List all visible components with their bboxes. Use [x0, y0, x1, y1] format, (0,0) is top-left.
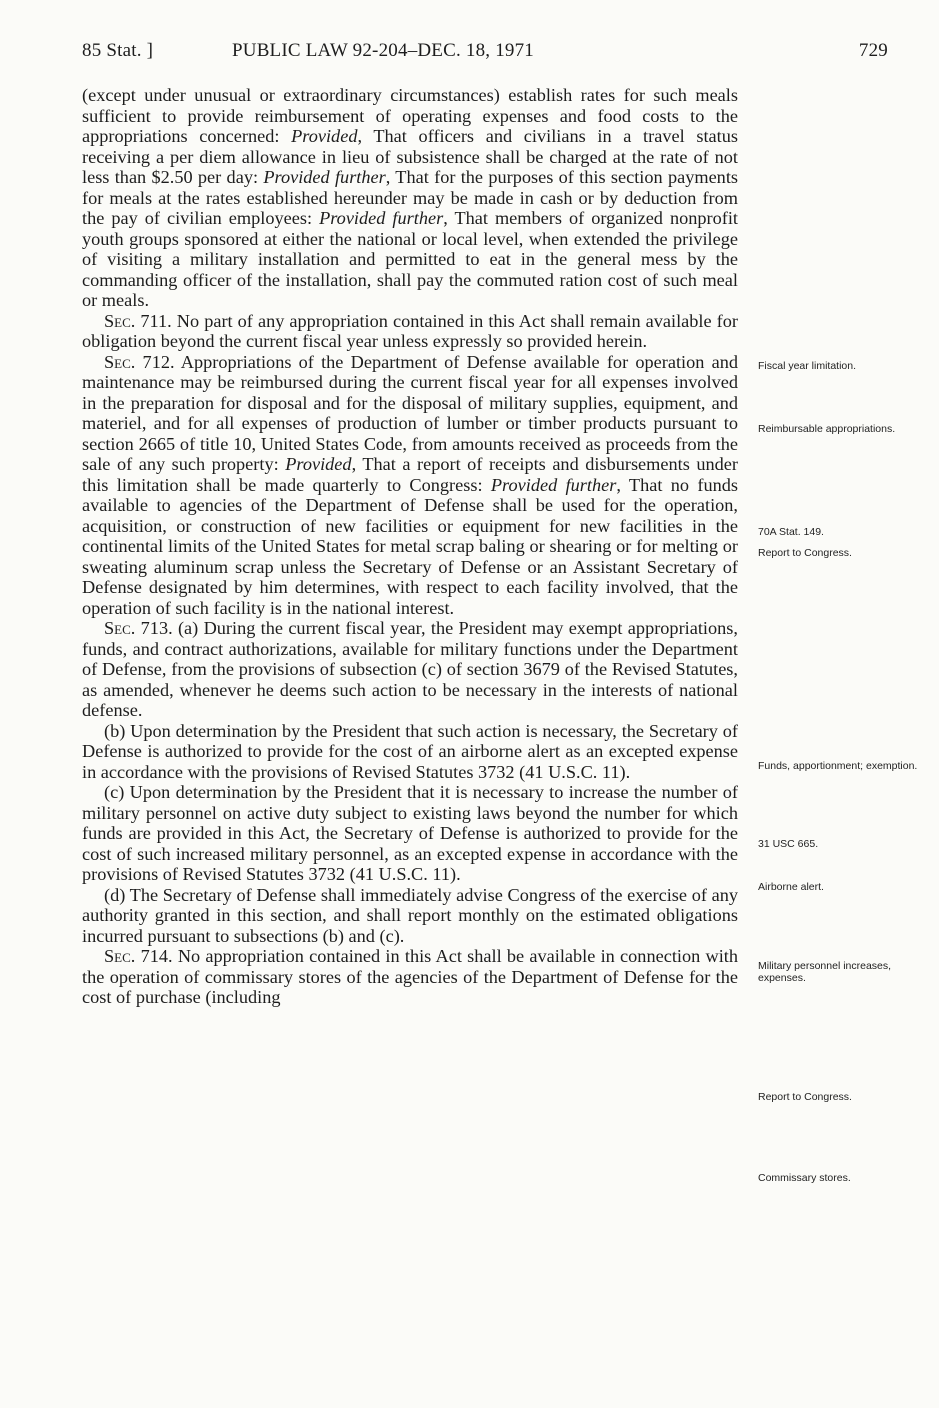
- text-run: , That a report of receipts and disbursements under this limitation shall be made quarterly to Congress:: [82, 454, 738, 495]
- section-label: Sec. 711.: [104, 310, 172, 331]
- margin-note: 70A Stat. 149.: [758, 526, 824, 538]
- section-label: Sec. 713.: [104, 618, 173, 638]
- page-number: 729: [858, 40, 888, 61]
- page-header: [82, 40, 888, 68]
- section-label: Sec. 714.: [104, 946, 173, 966]
- paragraph: [82, 618, 738, 721]
- italic-proviso: Provided: [291, 126, 358, 146]
- text-run: Appropriations of the Department of Defense available for operation and maintenance may be reimbursed during the current fiscal year for all expenses involved in the preparation for disposal and for the disposal of military supplies, equipment, and materiel, and for all expenses of production of lumber or timber products pursuant to section 2665 of title 10, United States Code, from amounts received as proceeds from the sale of any such property:: [82, 351, 738, 474]
- italic-proviso: Provided: [285, 454, 352, 474]
- text-run: , That officers and civilians in a travel status receiving a per diem allowance in lieu of subsistence shall be charged at the rate of not less than $2.50 per day:: [82, 126, 738, 187]
- paragraph: [82, 885, 738, 947]
- text-run: (d) The Secretary of Defense shall immediately advise Congress of the exercise of any authority granted in this section, and shall report monthly on the estimated obligations incurred pursuant to subsections (b) and (c).: [82, 884, 738, 946]
- italic-proviso: Provided further: [319, 208, 444, 228]
- text-run: No appropriation contained in this Act shall be available in connection with the operation of commissary stores of the agencies of the Department of Defense for the cost of purchase (including: [82, 946, 738, 1007]
- text-run: , That no funds available to agencies of the Department of Defense shall be used for the operation, acquisition, or construction of new facilities or equipment for new facilities in the continental limits of the United States for metal scrap baling or shearing or for melting or sweating aluminum scrap unless the Secretary of Defense or an Assistant Secretary of Defense designated by him determines, with respect to each facility involved, that the operation of such facility is in the national interest.: [82, 474, 738, 618]
- paragraph: [82, 85, 738, 311]
- statute-reference: 85 Stat. ]: [82, 40, 154, 61]
- text-run: (except under unusual or extraordinary circumstances) establish rates for such meals sufficient to provide reimbursement of operating expenses and food costs to the appropriations concerned:: [82, 85, 738, 146]
- paragraph: [82, 721, 738, 783]
- section-label: Sec. 712.: [104, 351, 175, 372]
- paragraph: [82, 352, 738, 619]
- margin-note: Airborne alert.: [758, 881, 824, 893]
- text-run: (a) During the current fiscal year, the President may exempt appropriations, funds, and contract authorizations, available for military functions under the Department of Defense, from the provisions of subsection (c) of section 3679 of the Revised Statutes, as amended, whenever he deems such action to be necessary in the interests of national defense.: [82, 618, 738, 720]
- text-run: , That members of organized nonprofit youth groups sponsored at either the national or local level, when extended the privilege of visiting a military installation and permitted to eat in the general mess by the commanding officer of the installation, shall pay the commuted ration cost of such meal or meals.: [82, 208, 738, 310]
- margin-note: Reimbursable appropriations.: [758, 423, 896, 435]
- italic-proviso: Provided further: [490, 474, 617, 495]
- margin-note: 31 USC 665.: [758, 838, 819, 850]
- margin-note: Fiscal year limitation.: [758, 360, 857, 372]
- paragraph: [82, 946, 738, 1008]
- law-title: PUBLIC LAW 92-204–DEC. 18, 1971: [232, 40, 534, 61]
- body-text: [82, 85, 738, 1008]
- margin-note: Commissary stores.: [758, 1172, 851, 1184]
- text-run: (b) Upon determination by the President that such action is necessary, the Secretary of Defense is authorized to provide for the cost of an airborne alert as an excepted expense in accordance with the provisions of Revised Statutes 3732 (41 U.S.C. 11).: [82, 720, 738, 782]
- paragraph: [82, 311, 738, 352]
- text-run: No part of any appropriation contained in this Act shall remain available for obligation beyond the current fiscal year unless expressly so provided herein.: [82, 310, 739, 351]
- margin-note: Report to Congress.: [758, 547, 852, 559]
- margin-note: Military personnel increases, expenses.: [758, 960, 892, 984]
- margin-note: Funds, apportionment; exemption.: [758, 760, 918, 772]
- paragraph: [82, 782, 738, 885]
- text-run: (c) Upon determination by the President that it is necessary to increase the number of military personnel on active duty subject to existing laws beyond the number for which funds are provided in this Act, the Secretary of Defense is authorized to provide for the cost of such increased military personnel, as an excepted expense in accordance with the provisions of Revised Statutes 3732 (41 U.S.C. 11).: [82, 782, 738, 884]
- margin-note: Report to Congress.: [758, 1091, 852, 1103]
- italic-proviso: Provided further: [263, 167, 386, 187]
- text-run: , That for the purposes of this section payments for meals at the rates established hereunder may be made in cash or by deduction from the pay of civilian employees:: [82, 167, 739, 228]
